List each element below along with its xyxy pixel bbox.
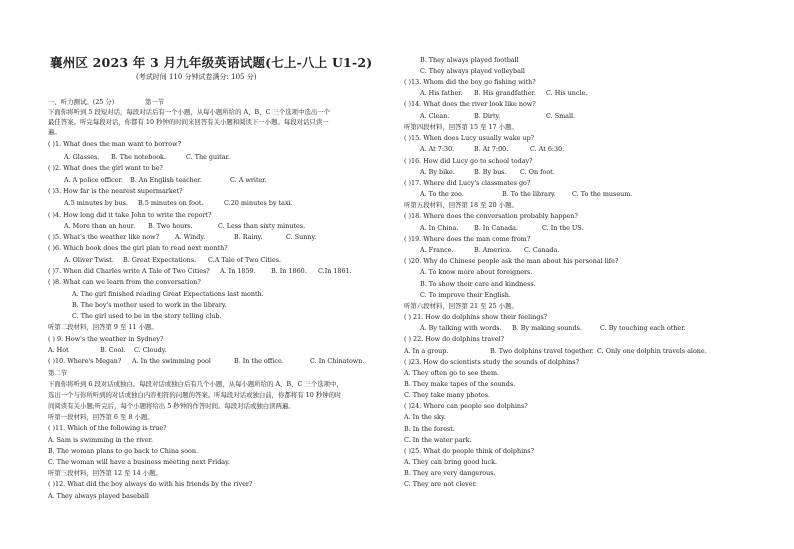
text-segment: C. Cloudy. (134, 346, 167, 354)
text-segment: B. In Canada. (474, 224, 518, 232)
text-segment: B. Two hours. (148, 222, 193, 230)
text-segment: ( )25. What do people think of dolphins? (404, 447, 534, 455)
text-segment: A. His father. (420, 89, 463, 97)
text-segment: A. Hot (48, 346, 69, 354)
text-segment: A. Sam is swimming in the river. (48, 436, 154, 444)
text-segment: B. Two dolphins travel together. (490, 347, 594, 355)
text-segment: A. By bike. (420, 168, 455, 176)
text-segment: B. To show their care and kindness. (420, 280, 536, 288)
text-segment: C. Only one dolphin travels alone. (597, 347, 707, 355)
text-segment: ( )6. Which book does the girl plan to read next month? (48, 244, 228, 252)
text-segment: ( )16. How did Lucy go to school today? (404, 157, 533, 165)
text-segment: ( )3. How far is the nearest supermarket? (48, 187, 183, 195)
text-segment: B. At 7:00. (474, 145, 509, 153)
text-segment: B. An English teacher. (130, 176, 202, 184)
text-segment: A. The girl finished reading Great Expectations last month. (72, 290, 264, 298)
text-segment: A. In 1859. (220, 267, 256, 275)
text-segment: ( )18. Where does the conversation probably happen? (404, 212, 578, 220)
text-segment: 最佳答案。听完每段对话，你都有 10 秒钟的时间来回答有关小题和阅读下一小题。每段对话只读一 (48, 118, 329, 126)
text-segment: ( )1. What does the man want to borrow? (48, 140, 182, 148)
text-segment: C. His uncle. (546, 89, 588, 97)
text-segment: C. The woman will have a business meeting next Friday. (48, 458, 230, 466)
text-segment: C. By touching each other. (600, 324, 686, 332)
text-segment: C. Sunny. (286, 233, 317, 241)
text-segment: A. Oliver Twist. (64, 256, 114, 264)
text-segment: A. A police officer. (64, 176, 123, 184)
text-segment: B. Dirty. (474, 112, 501, 120)
text-segment: A. To the zoo. (420, 190, 464, 198)
text-segment: C. In the US. (542, 224, 584, 232)
text-segment: A. At 7:30. (420, 145, 455, 153)
text-segment: ( )17. Where did Lucy's classmates go? (404, 179, 531, 187)
text-segment: B. By making sounds. (512, 324, 582, 332)
text-segment: 听第一段材料，回答第 6 至 8 小题。 (48, 413, 154, 421)
text-segment: C. Canada. (524, 246, 560, 254)
text-segment: B. America. (474, 246, 512, 254)
text-segment: A. Windy. (175, 233, 206, 241)
text-segment: ( )19. Where does the man come from? (404, 235, 531, 243)
text-segment: A. In the sky. (404, 413, 446, 421)
text-segment: ( ) 9. How's the weather in Sydney? (48, 335, 164, 343)
text-segment: ( )10. Where's Megan? (48, 357, 122, 365)
text-segment: C. They are not clever. (404, 480, 477, 488)
text-segment: C. The guitar. (186, 153, 230, 161)
text-segment: B. Rainy. (234, 233, 263, 241)
text-segment: ( ) 21. How do dolphins show their feelings? (404, 313, 548, 321)
text-segment: C. On foot. (520, 168, 555, 176)
text-segment: C. They take many photos. (404, 391, 490, 399)
text-segment: C. The girl used to be in the story telling club. (72, 312, 222, 320)
text-segment: 听第五段材料，回答第 18 至 20 小题。 (404, 201, 518, 209)
text-segment: 听第三段材料，回答第 12 至 14 小题。 (48, 469, 162, 477)
text-segment: B. The boy's mother used to work in the library. (72, 301, 227, 309)
text-segment: B. To the library. (502, 190, 556, 198)
text-segment: B.5 minutes on foot. (138, 199, 204, 207)
text-segment: C. In Chinatown. (310, 357, 365, 365)
text-segment: B. They are very dangerous. (404, 469, 496, 477)
text-segment: C.In 1861. (318, 267, 352, 275)
text-segment: A. France. (420, 246, 454, 254)
text-segment: 听第六段材料，回答第 21 至 25 小题。 (404, 302, 518, 310)
text-segment: B. In 1860. (271, 267, 307, 275)
text-segment: 选出一个与你所听到的对话或独白内容相符的问题的答案。听每段对话或独白前，你都将有 10 秒钟的时 (48, 391, 342, 399)
text-segment: C. They always played volleyball (420, 67, 525, 75)
text-segment: C. To improve their English. (420, 291, 511, 299)
text-segment: A. They often go to see them. (404, 369, 500, 377)
text-segment: C. A writer. (230, 176, 267, 184)
text-segment: ( ) 22. How do dolphins travel? (404, 335, 505, 343)
text-segment: ( )15. When does Lucy usually wake up? (404, 134, 535, 142)
text-segment: B. By bus. (474, 168, 507, 176)
text-segment: ( )20. Why do Chinese people ask the man about his personal life? (404, 257, 619, 265)
text-segment: ( )23. How do scientists study the sounds of dolphins? (404, 358, 579, 366)
text-segment: 听第二段材料，回答第 9 至 11 小题。 (48, 323, 158, 331)
text-segment: B. Great Expectations. (123, 256, 197, 264)
text-segment: B. In the forest. (404, 425, 455, 433)
exam-info: (考试时间 110 分钟试卷满分: 105 分) (136, 73, 257, 81)
text-segment: 第一节 (145, 98, 165, 106)
text-segment: A. In China. (420, 224, 459, 232)
text-segment: C.A Tale of Two Cities. (208, 256, 282, 264)
text-segment: ( )4. How long did it take John to write the report? (48, 211, 212, 219)
text-segment: A. They always played baseball (48, 492, 149, 500)
text-segment: B. They make tapes of the sounds. (404, 380, 516, 388)
text-segment: ( )2. What does the girl want to be? (48, 164, 163, 172)
text-segment: B. The notebook. (111, 153, 166, 161)
text-segment: 下面你将听到 5 段短对话，每段对话后有一个小题，从每小题所给的 A、B、C 三个选项中选出一个 (48, 108, 331, 116)
text-segment: A. In the swimming pool (132, 357, 211, 365)
text-segment: B. They always played football (420, 56, 519, 64)
text-segment: A. Glasses. (64, 153, 100, 161)
text-segment: C.20 minutes by taxi. (224, 199, 293, 207)
text-segment: ( )14. What does the river look like now? (404, 100, 536, 108)
text-segment: 一、听力测试。(25 分) (48, 98, 115, 106)
text-segment: A. More than an hour. (64, 222, 135, 230)
text-segment: B. Cool. (100, 346, 126, 354)
text-segment: ( )8. What can we learn from the conversation? (48, 278, 201, 286)
text-segment: ( )7. When did Charles write A Tale of Two Cities? (48, 267, 210, 275)
text-segment: A. In a group. (404, 347, 449, 355)
text-segment: 听第四段材料，回答第 15 至 17 小题。 (404, 123, 518, 131)
exam-title: 襄州区 2023 年 3 月九年级英语试题(七上-八上 U1-2) (50, 55, 373, 70)
text-segment: C. Small. (546, 112, 576, 120)
text-segment: A. Clean. (420, 112, 450, 120)
text-segment: A. To know more about foreigners. (420, 268, 533, 276)
text-segment: ( )13. Whom did the boy go fishing with? (404, 78, 536, 86)
text-segment: B. The woman plans to go back to China soon. (48, 447, 199, 455)
text-segment: C. In the water park. (404, 436, 472, 444)
text-segment: C. To the museum. (572, 190, 633, 198)
text-segment: A.5 minutes by bus. (64, 199, 128, 207)
text-segment: B. His grandfather. (474, 89, 536, 97)
text-segment: ( )12. What did the boy always do with his friends by the river? (48, 480, 253, 488)
text-segment: A. They can bring good luck. (404, 458, 497, 466)
text-segment: B. In the office. (234, 357, 284, 365)
text-segment: ( )24. Where can people see dolphins? (404, 402, 528, 410)
text-segment: 间阅读有关小题;听完后，每个小题将给出 5 秒钟的作答时间。每段对话或独白读两遍。 (48, 402, 295, 410)
text-segment: A. By talking with words. (420, 324, 502, 332)
text-segment: 遍。 (48, 128, 61, 136)
text-segment: C. At 6:30. (530, 145, 565, 153)
text-segment: ( )5. What's the weather like now? (48, 233, 160, 241)
text-segment: 下面你将听到 6 段对话或独白。每段对话或独白后有几个小题，从每小题所给的 A、B、C 三个选项中， (48, 380, 343, 388)
text-segment: ( )11. Which of the following is true? (48, 424, 167, 432)
text-segment: C. Less than sixty minutes. (218, 222, 306, 230)
text-segment: 第二节 (48, 369, 68, 377)
